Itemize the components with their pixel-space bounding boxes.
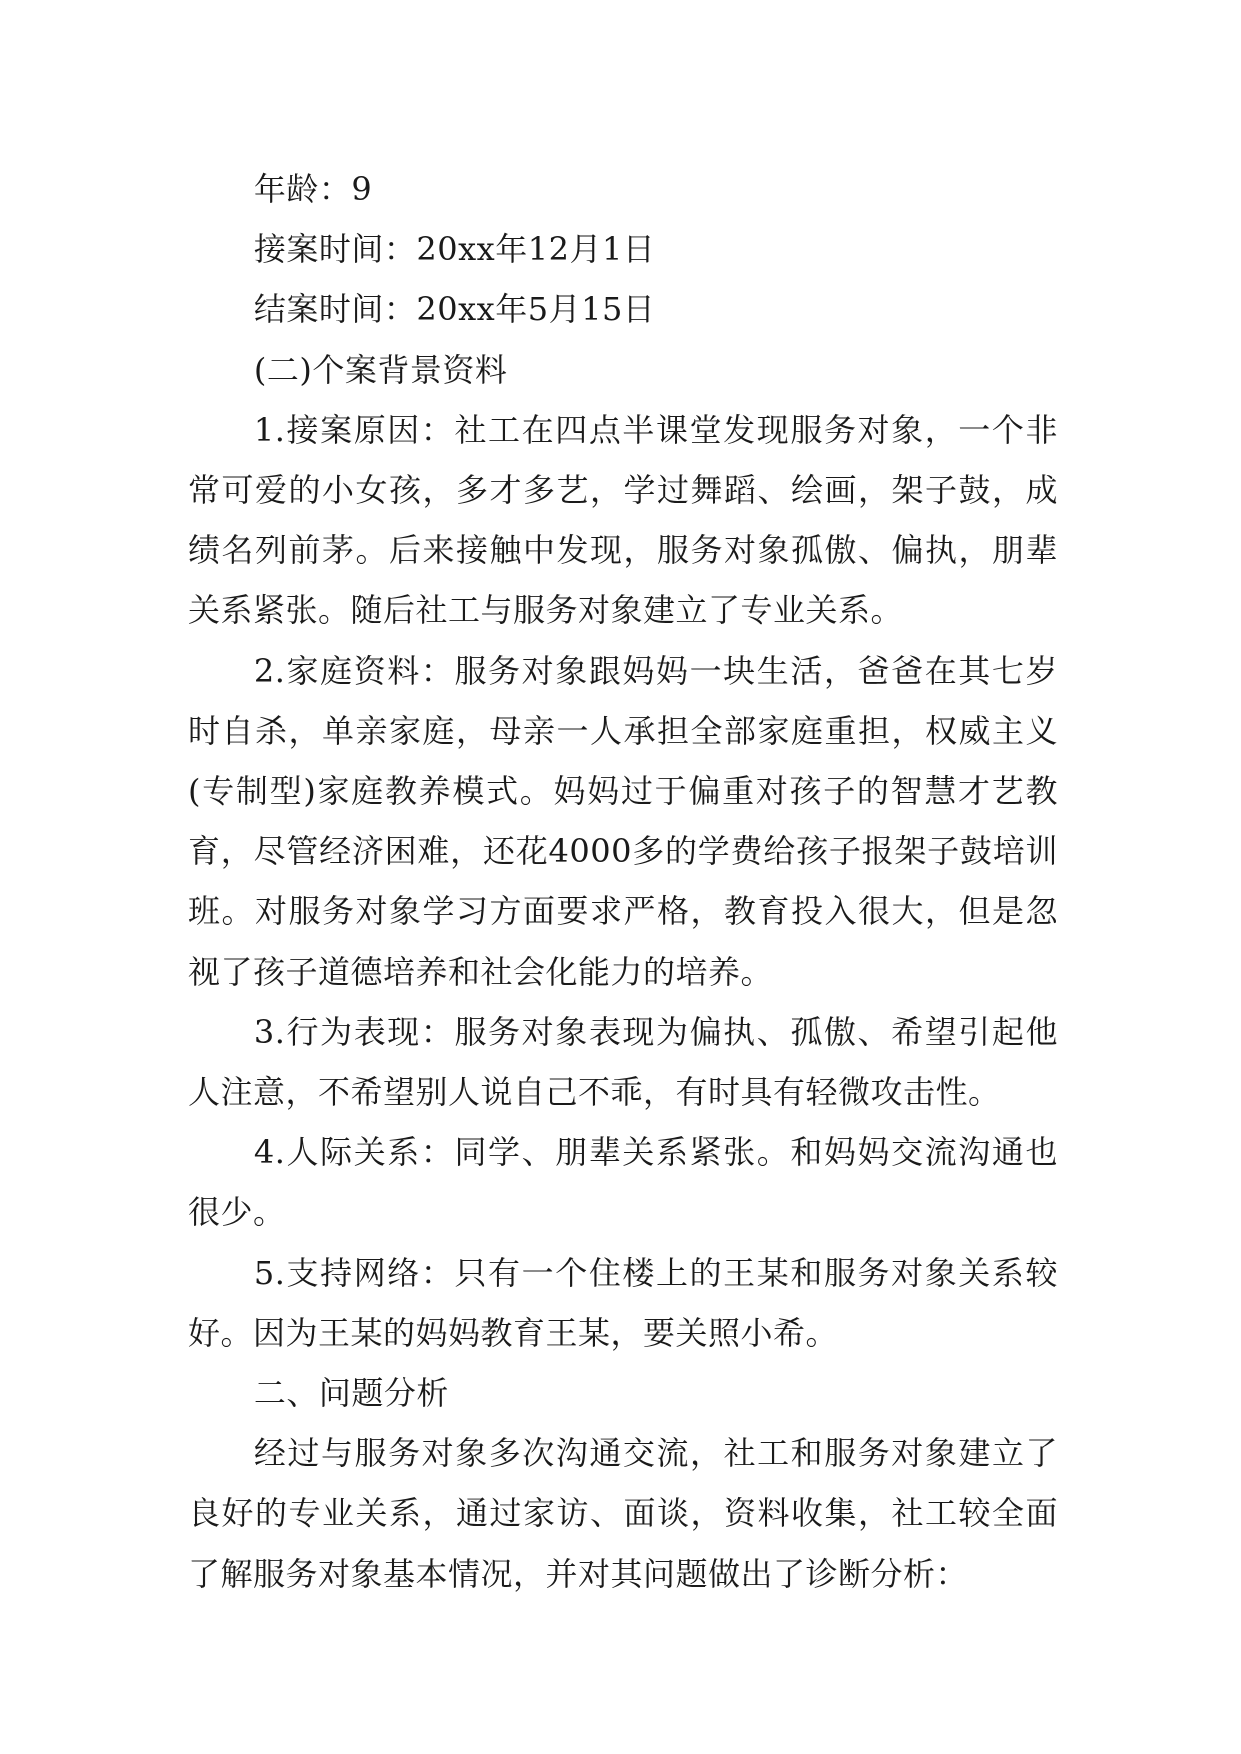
intake-date-line: 接案时间：20xx年12月1日 <box>253 230 656 269</box>
paragraph-intake-reason: 1.接案原因：社工在四点半课堂发现服务对象，一个非常可爱的小女孩，多才多艺，学过舞蹈、绘画，架子鼓，成绩名列前茅。后来接触中发现，服务对象孤傲、偏执，朋辈关系紧张。随后社工与服务对象建立了专业关系。 <box>188 410 1058 630</box>
closing-date-line: 结案时间：20xx年5月15日 <box>253 290 656 329</box>
subsection-heading: (二)个案背景资料 <box>253 350 508 389</box>
age-line: 年龄：9 <box>253 170 373 208</box>
paragraph-analysis-intro: 经过与服务对象多次沟通交流，社工和服务对象建立了良好的专业关系，通过家访、面谈，资料收集，社工较全面了解服务对象基本情况，并对其问题做出了诊断分析： <box>188 1434 1058 1593</box>
document-page <box>188 159 1058 1604</box>
paragraph-relationships: 4.人际关系：同学、朋辈关系紧张。和妈妈交流沟通也很少。 <box>188 1133 1058 1232</box>
paragraph-support-network: 5.支持网络：只有一个住楼上的王某和服务对象关系较好。因为王某的妈妈教育王某，要关照小希。 <box>188 1253 1058 1352</box>
section-heading: 二、问题分析 <box>253 1374 449 1413</box>
paragraph-behavior: 3.行为表现：服务对象表现为偏执、孤傲、希望引起他人注意，不希望别人说自己不乖，有时具有轻微攻击性。 <box>188 1012 1058 1112</box>
paragraph-family-info: 2.家庭资料：服务对象跟妈妈一块生活，爸爸在其七岁时自杀，单亲家庭，母亲一人承担全部家庭重担，权威主义(专制型)家庭教养模式。妈妈过于偏重对孩子的智慧才艺教育，尽管经济困难，还花4000多的学费给孩子报架子鼓培训班。对服务对象学习方面要求严格，教育投入很大，但是忽视了孩子道德培养和社会化能力的培养。 <box>188 651 1058 991</box>
